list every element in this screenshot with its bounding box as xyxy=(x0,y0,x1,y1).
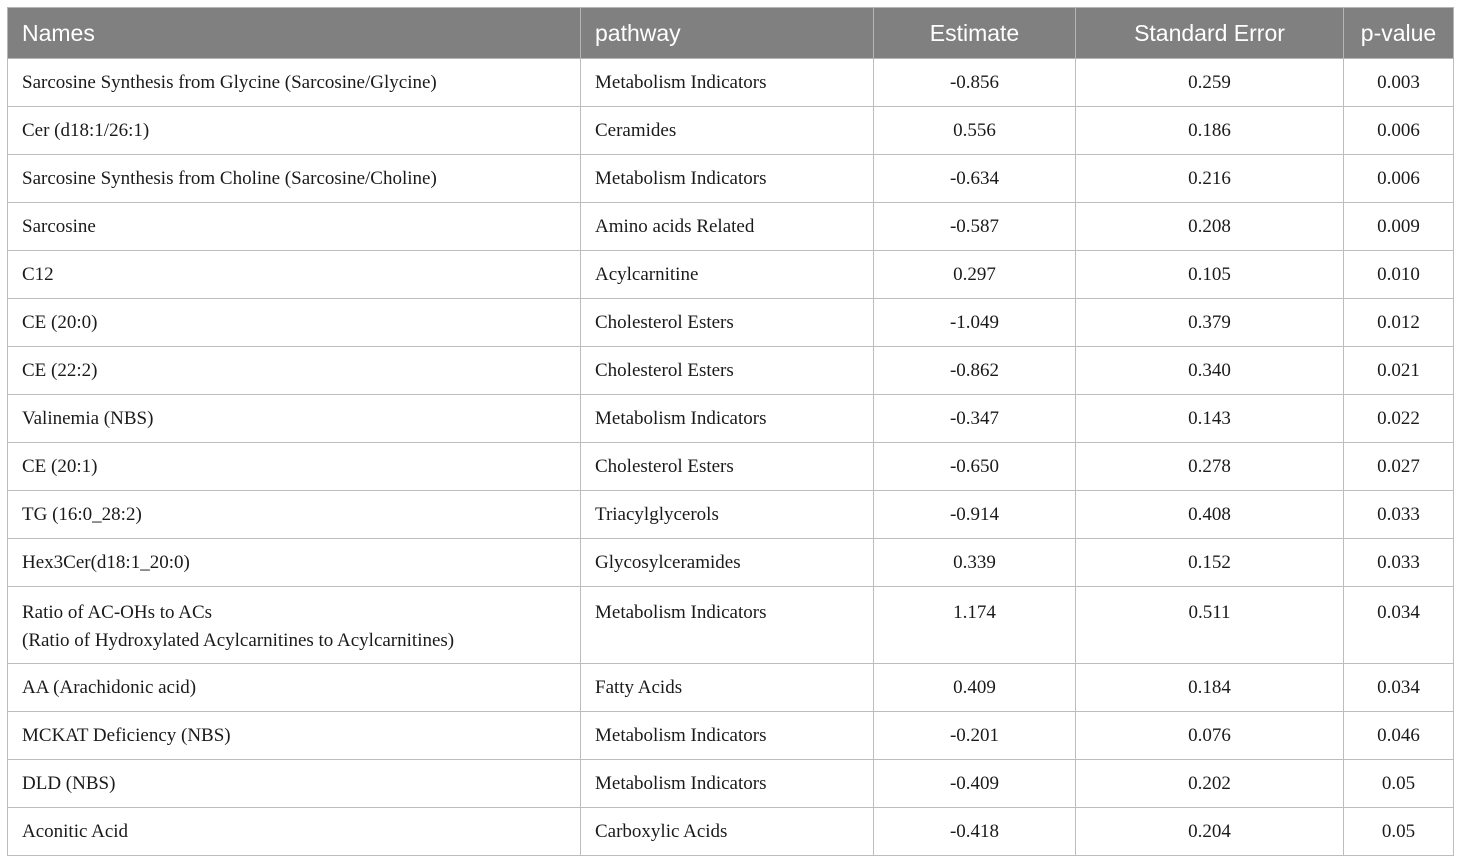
cell-estimate: 1.174 xyxy=(874,587,1076,664)
cell-standard-error: 0.278 xyxy=(1076,443,1344,491)
table-row xyxy=(8,712,1454,760)
cell-p-value: 0.010 xyxy=(1344,251,1454,299)
cell-pathway: Acylcarnitine xyxy=(581,251,874,299)
cell-estimate: 0.556 xyxy=(874,107,1076,155)
cell-name: DLD (NBS) xyxy=(8,760,581,808)
table-row xyxy=(8,539,1454,587)
cell-p-value: 0.009 xyxy=(1344,203,1454,251)
cell-p-value: 0.05 xyxy=(1344,808,1454,856)
cell-pathway: Metabolism Indicators xyxy=(581,155,874,203)
cell-pathway: Triacylglycerols xyxy=(581,491,874,539)
cell-pathway: Metabolism Indicators xyxy=(581,59,874,107)
cell-pathway: Carboxylic Acids xyxy=(581,808,874,856)
cell-estimate: -0.862 xyxy=(874,347,1076,395)
cell-pathway: Glycosylceramides xyxy=(581,539,874,587)
table-row xyxy=(8,251,1454,299)
cell-pathway: Metabolism Indicators xyxy=(581,395,874,443)
cell-pathway: Amino acids Related xyxy=(581,203,874,251)
table-body xyxy=(8,59,1454,856)
cell-standard-error: 0.216 xyxy=(1076,155,1344,203)
table-row xyxy=(8,203,1454,251)
table-row xyxy=(8,491,1454,539)
cell-standard-error: 0.259 xyxy=(1076,59,1344,107)
table-row xyxy=(8,664,1454,712)
cell-p-value: 0.034 xyxy=(1344,587,1454,664)
cell-estimate: 0.339 xyxy=(874,539,1076,587)
cell-name: Cer (d18:1/26:1) xyxy=(8,107,581,155)
cell-p-value: 0.021 xyxy=(1344,347,1454,395)
cell-pathway: Metabolism Indicators xyxy=(581,587,874,664)
table-row xyxy=(8,59,1454,107)
cell-name: AA (Arachidonic acid) xyxy=(8,664,581,712)
cell-name: Aconitic Acid xyxy=(8,808,581,856)
cell-standard-error: 0.184 xyxy=(1076,664,1344,712)
cell-name: MCKAT Deficiency (NBS) xyxy=(8,712,581,760)
cell-standard-error: 0.143 xyxy=(1076,395,1344,443)
header-pathway: pathway xyxy=(581,8,874,59)
cell-p-value: 0.003 xyxy=(1344,59,1454,107)
cell-name: TG (16:0_28:2) xyxy=(8,491,581,539)
cell-standard-error: 0.186 xyxy=(1076,107,1344,155)
cell-p-value: 0.033 xyxy=(1344,539,1454,587)
cell-name-line2: (Ratio of Hydroxylated Acylcarnitines to Acylcarnitines) xyxy=(22,630,455,651)
cell-p-value: 0.027 xyxy=(1344,443,1454,491)
cell-pathway: Fatty Acids xyxy=(581,664,874,712)
cell-standard-error: 0.152 xyxy=(1076,539,1344,587)
cell-name: C12 xyxy=(8,251,581,299)
cell-p-value: 0.033 xyxy=(1344,491,1454,539)
cell-standard-error: 0.379 xyxy=(1076,299,1344,347)
cell-name: Hex3Cer(d18:1_20:0) xyxy=(8,539,581,587)
header-row xyxy=(8,8,1454,59)
table-row xyxy=(8,395,1454,443)
cell-estimate: -1.049 xyxy=(874,299,1076,347)
cell-name: CE (20:1) xyxy=(8,443,581,491)
cell-name: Sarcosine Synthesis from Glycine (Sarcosine/Glycine) xyxy=(8,59,581,107)
cell-name: CE (20:0) xyxy=(8,299,581,347)
cell-name: CE (22:2) xyxy=(8,347,581,395)
cell-pathway: Metabolism Indicators xyxy=(581,712,874,760)
cell-estimate: -0.409 xyxy=(874,760,1076,808)
cell-standard-error: 0.076 xyxy=(1076,712,1344,760)
cell-estimate: -0.347 xyxy=(874,395,1076,443)
header-estimate: Estimate xyxy=(874,8,1076,59)
table-row xyxy=(8,299,1454,347)
table-row xyxy=(8,155,1454,203)
results-table-container xyxy=(7,7,1453,856)
cell-pathway: Metabolism Indicators xyxy=(581,760,874,808)
cell-standard-error: 0.340 xyxy=(1076,347,1344,395)
cell-estimate: -0.587 xyxy=(874,203,1076,251)
table-row xyxy=(8,443,1454,491)
table-row xyxy=(8,107,1454,155)
cell-estimate: -0.650 xyxy=(874,443,1076,491)
cell-pathway: Ceramides xyxy=(581,107,874,155)
cell-estimate: -0.856 xyxy=(874,59,1076,107)
cell-estimate: -0.418 xyxy=(874,808,1076,856)
cell-estimate: -0.201 xyxy=(874,712,1076,760)
results-table xyxy=(7,7,1454,856)
table-row xyxy=(8,808,1454,856)
cell-standard-error: 0.105 xyxy=(1076,251,1344,299)
cell-standard-error: 0.202 xyxy=(1076,760,1344,808)
cell-name: Sarcosine xyxy=(8,203,581,251)
cell-p-value: 0.012 xyxy=(1344,299,1454,347)
cell-estimate: -0.914 xyxy=(874,491,1076,539)
cell-p-value: 0.006 xyxy=(1344,107,1454,155)
cell-name: Valinemia (NBS) xyxy=(8,395,581,443)
cell-estimate: 0.409 xyxy=(874,664,1076,712)
cell-name-line1: Ratio of AC-OHs to ACs xyxy=(22,602,213,623)
cell-name xyxy=(8,587,581,664)
cell-p-value: 0.046 xyxy=(1344,712,1454,760)
table-row xyxy=(8,587,1454,664)
cell-standard-error: 0.511 xyxy=(1076,587,1344,664)
cell-p-value: 0.022 xyxy=(1344,395,1454,443)
table-row xyxy=(8,760,1454,808)
cell-pathway: Cholesterol Esters xyxy=(581,347,874,395)
cell-name: Sarcosine Synthesis from Choline (Sarcosine/Choline) xyxy=(8,155,581,203)
table-header xyxy=(8,8,1454,59)
header-p-value: p-value xyxy=(1344,8,1454,59)
table-row xyxy=(8,347,1454,395)
header-standard-error: Standard Error xyxy=(1076,8,1344,59)
cell-standard-error: 0.208 xyxy=(1076,203,1344,251)
header-names: Names xyxy=(8,8,581,59)
cell-estimate: 0.297 xyxy=(874,251,1076,299)
cell-pathway: Cholesterol Esters xyxy=(581,443,874,491)
cell-p-value: 0.006 xyxy=(1344,155,1454,203)
cell-pathway: Cholesterol Esters xyxy=(581,299,874,347)
cell-estimate: -0.634 xyxy=(874,155,1076,203)
cell-standard-error: 0.204 xyxy=(1076,808,1344,856)
cell-p-value: 0.034 xyxy=(1344,664,1454,712)
cell-p-value: 0.05 xyxy=(1344,760,1454,808)
cell-standard-error: 0.408 xyxy=(1076,491,1344,539)
